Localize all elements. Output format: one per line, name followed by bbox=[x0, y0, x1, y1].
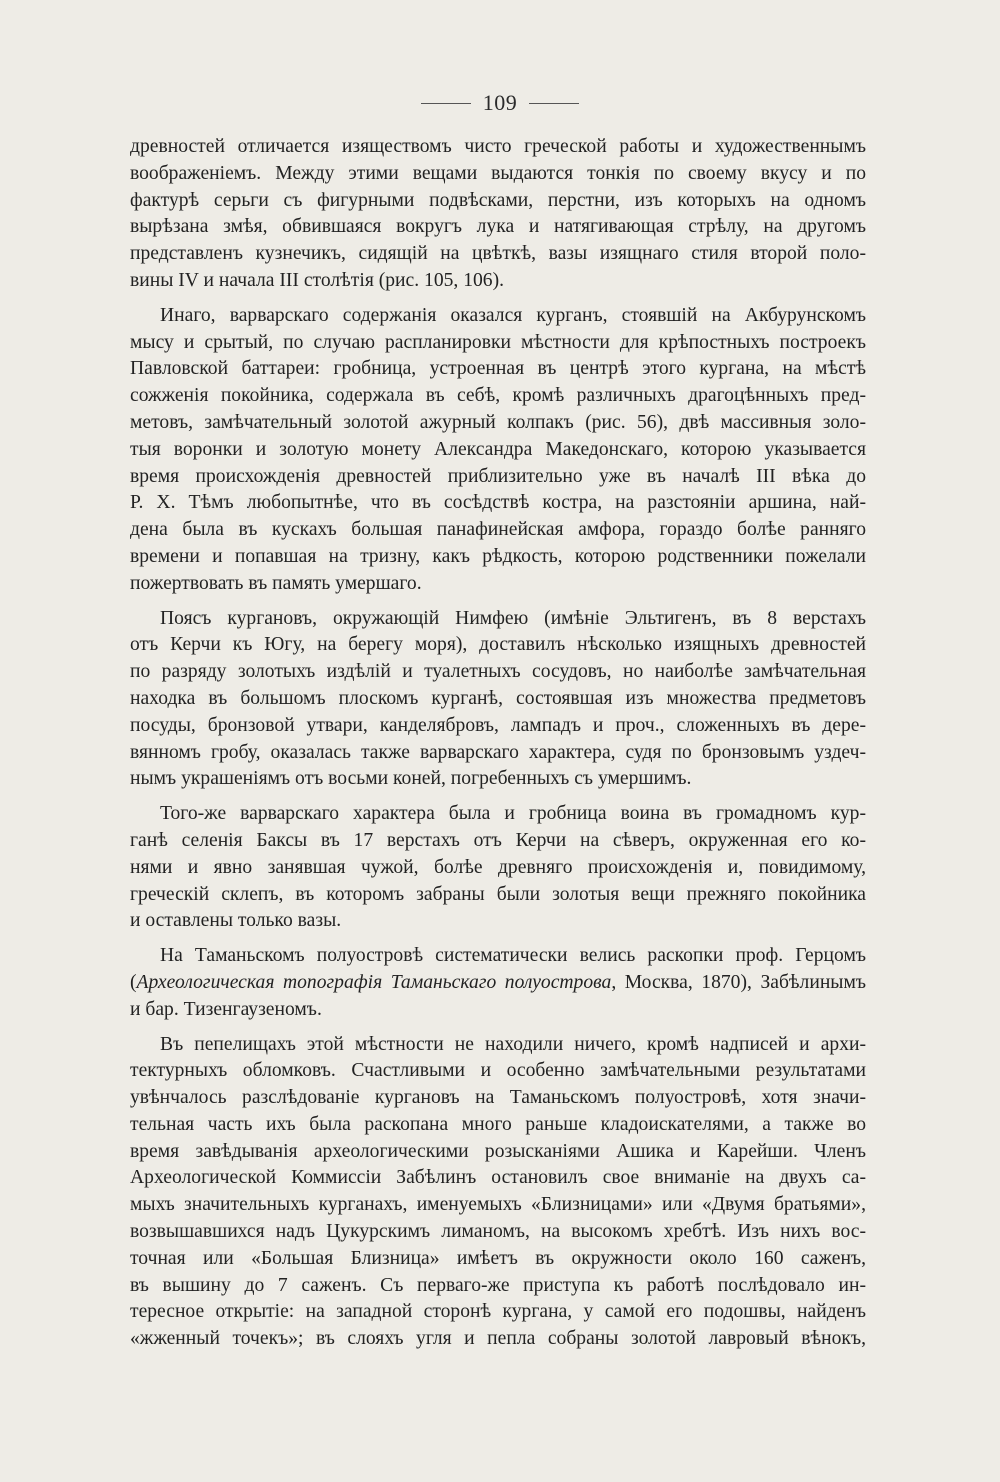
text-line: Поясъ кургановъ, окружающій Нимфею (имѣніе Эльтигенъ, въ 8 верстахъ bbox=[160, 607, 866, 629]
text-line-citation bbox=[130, 970, 866, 997]
text-line: мыхъ значительныхъ курганахъ, именуемыхъ «Близницами» или «Двумя братьями», bbox=[130, 1194, 866, 1216]
text-line: греческій склепъ, въ которомъ забраны были золотыя вещи прежняго покойника bbox=[130, 883, 866, 905]
text-line: увѣнчалось разслѣдованіе кургановъ на Таманьскомъ полуостровѣ, хотя значи- bbox=[130, 1087, 866, 1109]
text-line: На Таманьскомъ полуостровѣ систематически велись раскопки проф. Герцомъ bbox=[160, 945, 866, 967]
paragraph bbox=[130, 134, 866, 295]
paragraph bbox=[130, 801, 866, 935]
header-rule-left bbox=[421, 103, 471, 104]
paragraph bbox=[130, 606, 866, 794]
body-text bbox=[130, 134, 866, 1361]
text-line: Р. Х. Тѣмъ любопытнѣе, что въ сосѣдствѣ костра, на разстояніи аршина, най- bbox=[130, 492, 866, 514]
text-line: и бар. Тизенгаузеномъ. bbox=[130, 998, 322, 1020]
text-line: Инаго, варварскаго содержанія оказался курганъ, стоявшій на Акбурунскомъ bbox=[160, 304, 866, 326]
text-line: времени и попавшая на тризну, какъ рѣдкость, которою родственники пожелали bbox=[130, 545, 866, 567]
header-rule-right bbox=[529, 103, 579, 104]
paragraph bbox=[130, 943, 866, 1023]
text-line: представленъ кузнечикъ, сидящій на цвѣткѣ, вазы изящнаго стиля второй поло- bbox=[130, 243, 866, 265]
text-line: возвышавшихся надъ Цукурскимъ лиманомъ, на высокомъ хребтѣ. Изъ нихъ вос- bbox=[130, 1221, 866, 1243]
text-line: посуды, бронзовой утвари, канделябровъ, лампадъ и проч., сложенныхъ въ дере- bbox=[130, 714, 866, 736]
text-line: фактурѣ серьги съ фигурными подвѣсками, перстни, изъ которыхъ на одномъ bbox=[130, 189, 866, 211]
page-number: 109 bbox=[482, 90, 518, 115]
citation-rest: , Москва, 1870), Забѣлинымъ bbox=[611, 971, 867, 993]
text-line: мысу и срытый, по случаю распланировки мѣстности для крѣпостныхъ построекъ bbox=[130, 331, 866, 353]
text-line: время происхожденія древностей приблизительно уже въ началѣ III вѣка до bbox=[130, 465, 866, 487]
text-line: Археологической Коммиссіи Забѣлинъ остановилъ свое вниманіе на двухъ са- bbox=[130, 1167, 866, 1189]
text-line: ганѣ селенія Баксы въ 17 верстахъ отъ Керчи на сѣверъ, окруженная его ко- bbox=[130, 829, 866, 851]
text-line: пожертвовать въ память умершаго. bbox=[130, 572, 422, 594]
text-line: Павловской баттареи: гробница, устроенная въ центрѣ этого кургана, на мѣстѣ bbox=[130, 358, 866, 380]
text-line: тельная часть ихъ была раскопана много раньше кладоискателями, а также во bbox=[130, 1113, 866, 1135]
text-line: точная или «Большая Близница» имѣетъ въ окружности около 160 саженъ, bbox=[130, 1247, 866, 1269]
text-line: вянномъ гробу, оказалась также варварскаго характера, судя по бронзовымъ уздеч- bbox=[130, 741, 866, 763]
text-line: въ вышину до 7 саженъ. Съ перваго-же приступа къ работѣ послѣдовало ин- bbox=[130, 1274, 866, 1296]
text-line: вины IV и начала III столѣтія (рис. 105, 106). bbox=[130, 269, 505, 291]
text-line: нымъ украшеніямъ отъ восьми коней, погребенныхъ съ умершимъ. bbox=[130, 768, 692, 790]
text-line: по разряду золотыхъ издѣлій и туалетныхъ сосудовъ, но наиболѣе замѣчательная bbox=[130, 661, 866, 683]
text-line: отъ Керчи къ Югу, на берегу моря), доставилъ нѣсколько изящныхъ древностей bbox=[130, 634, 866, 656]
text-line: дена была въ кускахъ большая панафинейская амфора, гораздо болѣе ранняго bbox=[130, 519, 866, 541]
text-line: и оставлены только вазы. bbox=[130, 910, 342, 932]
text-line: находка въ большомъ плоскомъ курганѣ, состоявшая изъ множества предметовъ bbox=[130, 687, 866, 709]
text-line: нями и явно занявшая чужой, болѣе древняго происхожденія и, повидимому, bbox=[130, 856, 866, 878]
text-line: тектурныхъ обломковъ. Счастливыми и особенно замѣчательными результатами bbox=[130, 1060, 866, 1082]
citation-title: Археологическая топографія Таманьскаго полуострова bbox=[136, 971, 612, 993]
text-line: Въ пепелищахъ этой мѣстности не находили ничего, кромѣ надписей и архи- bbox=[160, 1033, 866, 1055]
text-line: тыя воронки и золотую монету Александра Македонскаго, которою указывается bbox=[130, 438, 866, 460]
text-line: «жженный точекъ»; въ слояхъ угля и пепла собраны золотой лавровый вѣнокъ, bbox=[130, 1328, 866, 1350]
text-line: метовъ, замѣчательный золотой ажурный колпакъ (рис. 56), двѣ массивныя золо- bbox=[130, 411, 866, 433]
text-line: вырѣзана змѣя, обвившаяся вокругъ лука и натягивающая стрѣлу, на другомъ bbox=[130, 216, 866, 238]
text-line: древностей отличается изяществомъ чисто греческой работы и художественнымъ bbox=[130, 136, 866, 157]
paragraph bbox=[130, 303, 866, 598]
text-line: сожженія покойника, содержала въ себѣ, кромѣ различныхъ драгоцѣнныхъ пред- bbox=[130, 385, 866, 407]
text-line: тересное открытіе: на западной сторонѣ кургана, у самой его подошвы, найденъ bbox=[130, 1301, 866, 1323]
text-line: время завѣдыванія археологическими розысканіями Ашика и Карейши. Членъ bbox=[130, 1140, 866, 1162]
paragraph bbox=[130, 1032, 866, 1354]
text-line: воображеніемъ. Между этими вещами выдаются тонкія по своему вкусу и по bbox=[130, 162, 866, 184]
citation-open-paren: ( bbox=[130, 971, 137, 993]
page-header bbox=[0, 88, 1000, 118]
text-line: Того-же варварскаго характера была и гробница воина въ громадномъ кур- bbox=[160, 803, 866, 825]
